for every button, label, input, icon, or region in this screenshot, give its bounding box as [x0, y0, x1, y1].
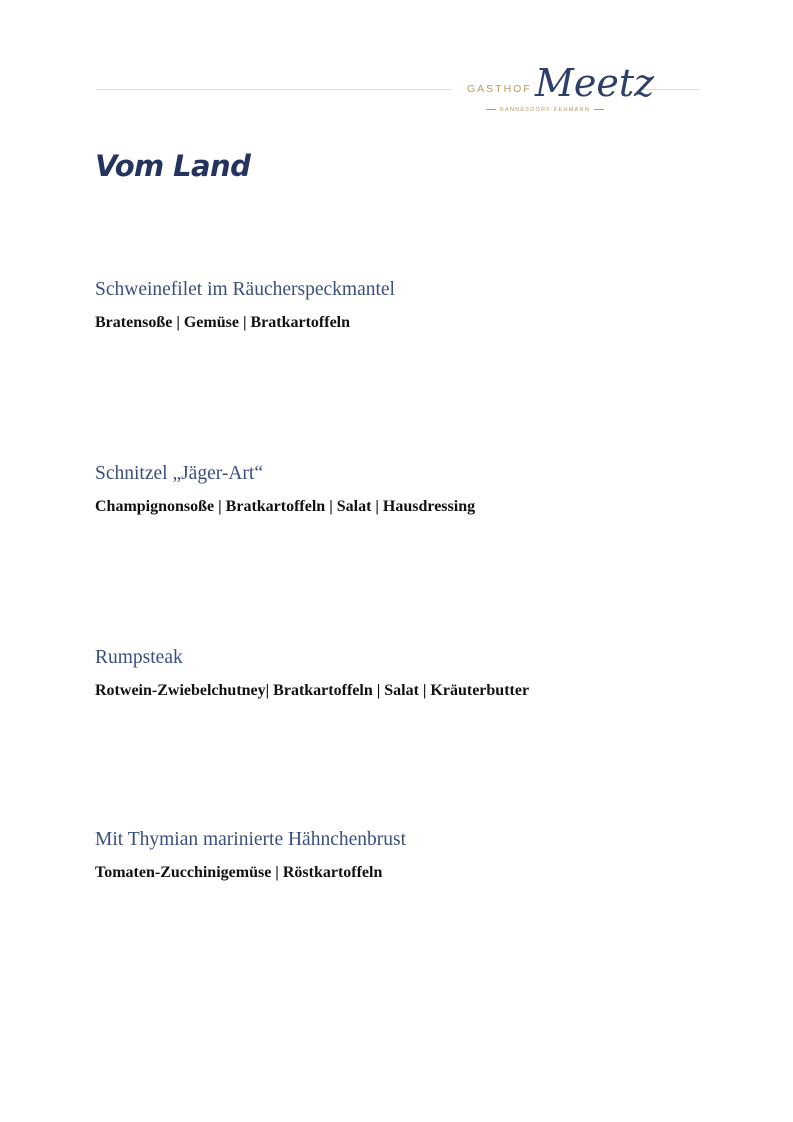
dish-sides: Tomaten-Zucchinigemüse | Röstkartoffeln [95, 864, 383, 881]
logo-subtitle-text: BANNESDORF·FEHMARN [500, 107, 590, 113]
dish-name: Rumpsteak [95, 647, 183, 668]
menu-item [95, 646, 715, 701]
gasthof-logo [460, 60, 655, 120]
menu-item [95, 462, 715, 517]
dish-name: Mit Thymian marinierte Hähnchenbrust [95, 829, 407, 850]
header-divider-left [97, 89, 452, 90]
logo-dash-left [486, 109, 496, 110]
section-title: Vom Land [95, 149, 251, 183]
menu-item [95, 828, 715, 883]
logo-dash-right [594, 109, 604, 110]
dish-sides: Rotwein-Zwiebelchutney| Bratkartoffeln | Salat | Kräuterbutter [95, 682, 530, 699]
logo-word-name: Meetz [535, 61, 655, 105]
dish-sides: Champignonsoße | Bratkartoffeln | Salat | Hausdressing [95, 498, 476, 515]
logo-word-gasthof: GASTHOF [467, 83, 532, 95]
menu-item [95, 278, 715, 333]
dish-name: Schnitzel „Jäger-Art“ [95, 463, 263, 484]
logo-subtitle [482, 107, 608, 113]
dish-sides: Bratensoße | Gemüse | Bratkartoffeln [95, 314, 351, 331]
dish-name: Schweinefilet im Räucherspeckmantel [95, 279, 395, 300]
